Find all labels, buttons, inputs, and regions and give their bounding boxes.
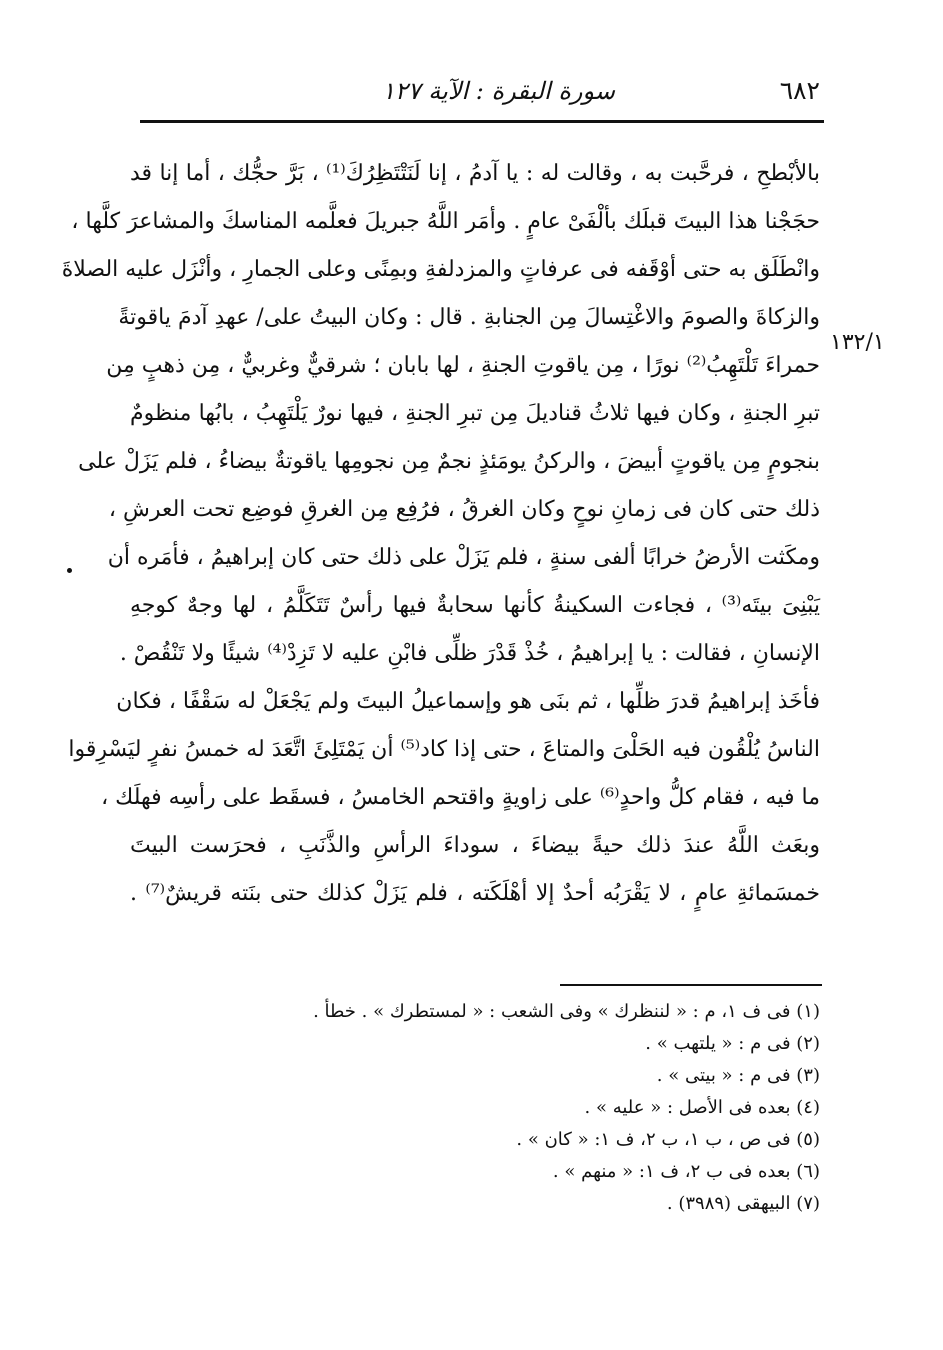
- body-line: حجَجْنا هذا البيتَ قبلَك بألْفَىْ عامٍ . وأمَر اللَّهُ جبريلَ فعلَّمه المناسكَ والمشاعرَ كلَّها ،: [71, 209, 820, 234]
- body-line: الإنسانِ ، فقالت : يا إبراهيمُ ، خُذْ قَدْرَ ظلِّى فابْنِ عليه لا تَزِدْ⁽⁴⁾ شيئًا ولا تَنْقُصْ .: [119, 641, 820, 666]
- page-header: [140, 74, 820, 110]
- running-title: سورة البقرة : الآية ١٢٧: [381, 77, 615, 105]
- body-line: حمراءَ تَلْتَهِبُ⁽²⁾ نورًا ، مِن ياقوتِ الجنةِ ، لها بابان ؛ شرقيٌّ وغربيٌّ ، مِن ذهبٍ مِن: [106, 353, 820, 378]
- footnotes: [180, 996, 820, 1220]
- footnote-5: (٥) فى ص ، ب ١، ب ٢، ف ١: « كان » .: [516, 1129, 820, 1150]
- body-line: وبعَث اللَّهُ عندَ ذلك حيةً بيضاءَ ، سوداءَ الرأسِ والذَّنَبِ ، فحرَست البيتَ: [130, 833, 820, 858]
- body-line: خمسَمائةِ عامٍ ، لا يَقْرَبُه أحدٌ إلا أهْلَكَته ، فلم يَزَلْ كذلك حتى بنَته قريشٌ⁽⁷⁾ .: [130, 881, 821, 906]
- footnote-1: (١) فى ف ١، م : « لننظرك » وفى الشعب : « لمستطرك » . خطأ .: [313, 1001, 820, 1022]
- footnote-rule: [560, 984, 822, 986]
- scan-speck: [67, 568, 72, 573]
- footnote-3: (٣) فى م : « بيتى » .: [656, 1065, 820, 1086]
- body-line: فأخَذ إبراهيمُ قدرَ ظلِّها ، ثم بنَى هو وإسماعيلُ البيتَ ولم يَجْعَلْ له سَقْفًا ، فكان: [116, 689, 820, 714]
- body-line: ذلك حتى كان فى زمانِ نوحٍ وكان الغرقُ ، فرُفِع مِن الغرقِ فوضِع تحت العرشِ ،: [108, 497, 820, 522]
- margin-reference: ١٣٢/١: [830, 330, 885, 355]
- body-line: يَبْنِىَ بيتَه⁽³⁾ ، فجاءت السكينةُ كأنها سحابةٌ فيها رأسٌ تَتَكَلَّمُ ، لها وجهٌ كوجهِ: [130, 593, 820, 618]
- body-line: تبرِ الجنةِ ، وكان فيها ثلاثُ قناديلَ مِن تبرِ الجنةِ ، فيها نورٌ يَلْتَهِبُ ، بابُها منظومٌ: [130, 401, 820, 426]
- body-text: [61, 150, 821, 918]
- body-line: الناسُ يُلْقُون فيه الحَلْىَ والمتاعَ ، حتى إذا كاد⁽⁵⁾ أن يَمْتَلِئَ اتَّعَدَ له خمسُ نفرٍ ليَسْرِقوا: [68, 737, 820, 762]
- body-line: والزكاةَ والصومَ والاغْتِسالَ مِن الجنابةِ . قال : وكان البيتُ على/ عهدِ آدمَ ياقوتةً: [118, 305, 820, 330]
- footnote-6: (٦) بعده فى ب ٢، ف ١: « منهم » .: [552, 1161, 820, 1182]
- body-line: ومكَثت الأرضُ خرابًا ألفى سنةٍ ، فلم يَزَلْ على ذلك حتى كان إبراهيمُ ، فأمَره أن: [107, 545, 820, 570]
- body-line: ما فيه ، فقام كلُّ واحدٍ⁽⁶⁾ على زاويةٍ واقتحم الخامسُ ، فسقَط على رأسِه فهلَك ،: [101, 785, 820, 810]
- footnote-2: (٢) فى م : « يلتهب » .: [645, 1033, 820, 1054]
- body-line: بالأبْطحِ ، فرحَّبت به ، وقالت له : يا آدمُ ، إنا لَنَتْتَظِرُكَ⁽¹⁾ ، بَرَّ حجُّك ، أما إنا قد: [130, 161, 820, 186]
- header-rule: [140, 120, 824, 123]
- body-line: بنجومٍ مِن ياقوتٍ أبيضَ ، والركنُ يومَئذٍ نجمٌ مِن نجومِها ياقوتةٌ بيضاءُ ، فلم يَزَلْ على: [78, 449, 820, 474]
- body-line: وانْطَلَق به حتى أوْقَفه فى عرفاتٍ والمزدلفةِ وبمِنًى وعلى الجمارِ ، وأنْزَل عليه الصلاةَ: [61, 257, 820, 282]
- page-number: ٦٨٢: [779, 76, 820, 105]
- footnote-7: (٧) البيهقى (٣٩٨٩) .: [666, 1193, 820, 1214]
- footnote-4: (٤) بعده فى الأصل : « عليه » .: [584, 1097, 820, 1118]
